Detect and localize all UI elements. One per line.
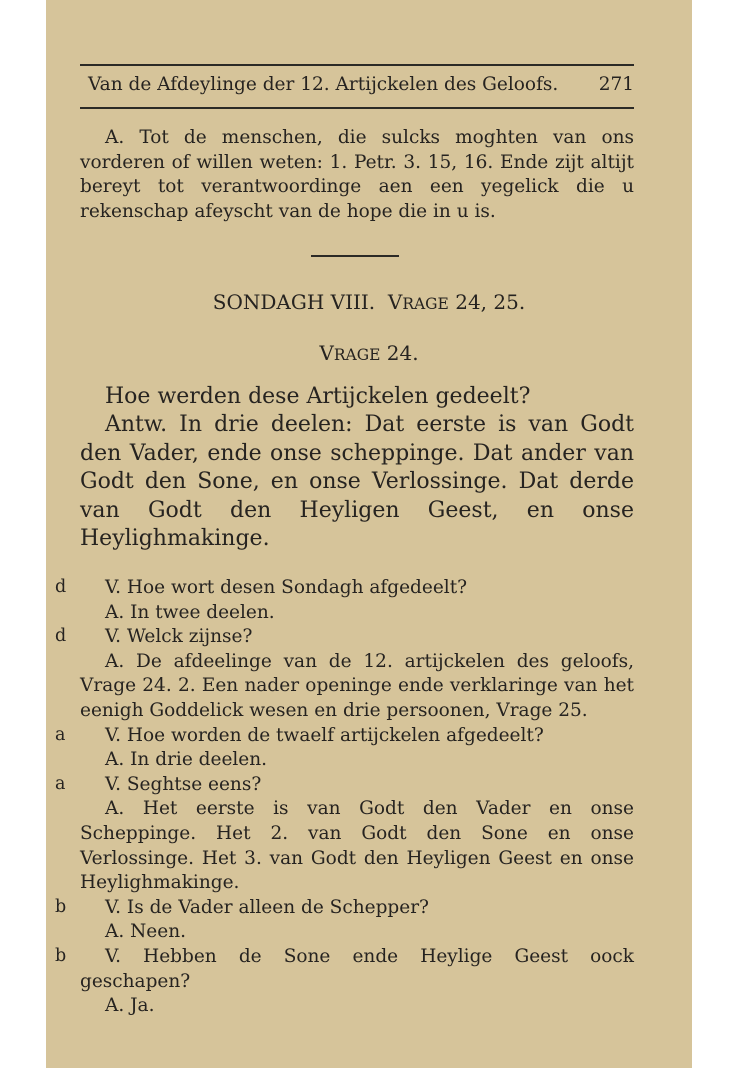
intro-block xyxy=(80,126,634,224)
section-divider xyxy=(311,255,399,257)
catechism-answer: A. In twee deelen. xyxy=(105,601,275,623)
catechism-question: V. Welck zijnse? xyxy=(105,626,253,648)
catechism-answer: A. De afdeelinge van de 12. artijckelen des geloofs, Vrage 24. 2. Een nader openinge ende verklaringe van het eenigh Goddelick wesen en drie persoonen, Vrage 25. xyxy=(80,650,634,721)
catechism-answer: A. Ja. xyxy=(105,995,155,1017)
margin-marker: d xyxy=(55,577,67,597)
header-top-rule xyxy=(80,64,634,66)
main-answer: Antw. In drie deelen: Dat eerste is van Godt den Vader, ende onse scheppinge. Dat ander van Godt den Sone, en onse Verlossinge. Dat derde van Godt den Heyligen Geest, en onse Heylighmakinge. xyxy=(80,412,634,552)
header-bottom-rule xyxy=(80,107,634,109)
section-heading: SONDAGH VIII. VRAGE 24, 25. xyxy=(212,290,526,314)
catechism-question: V. Hoe wort desen Sondagh afgedeelt? xyxy=(105,577,468,598)
main-qa-block xyxy=(80,383,634,553)
intro-paragraph: A. Tot de menschen, die sulcks moghten van ons vorderen of willen weten: 1. Petr. 3. 15, 16. Ende zijt altijt bereyt tot verantwoordinge aen een yegelick die u rekenschap afeyscht van de hope die in u is. xyxy=(80,127,634,222)
running-header xyxy=(88,74,634,95)
catechism-items xyxy=(80,576,634,1019)
catechism-answer: A. Het eerste is van Godt den Vader en onse Scheppinge. Het 2. van Godt den Sone en onse Verlossinge. Het 3. van Godt den Heyligen Geest en onse Heylighmakinge. xyxy=(80,798,634,894)
catechism-question: V. Is de Vader alleen de Schepper? xyxy=(105,896,429,918)
margin-marker: a xyxy=(55,724,66,745)
main-question: Hoe werden dese Artijckelen gedeelt? xyxy=(105,384,531,409)
sub-heading: VRAGE 24. xyxy=(319,341,419,365)
catechism-question: V. Hebben de Sone ende Heylige Geest oock geschapen? xyxy=(80,945,634,992)
catechism-question: V. Seghtse eens? xyxy=(105,773,262,795)
page-number: 271 xyxy=(598,74,634,95)
margin-marker: a xyxy=(55,773,66,794)
catechism-question: V. Hoe worden de twaelf artijckelen afgedeelt? xyxy=(105,724,544,746)
margin-marker: d xyxy=(55,626,67,647)
running-title: Van de Afdeylinge der 12. Artijckelen des Geloofs. xyxy=(88,74,559,95)
margin-marker: b xyxy=(55,945,67,966)
catechism-answer: A. Neen. xyxy=(105,921,187,943)
margin-marker: b xyxy=(55,896,67,917)
catechism-answer: A. In drie deelen. xyxy=(105,749,268,771)
